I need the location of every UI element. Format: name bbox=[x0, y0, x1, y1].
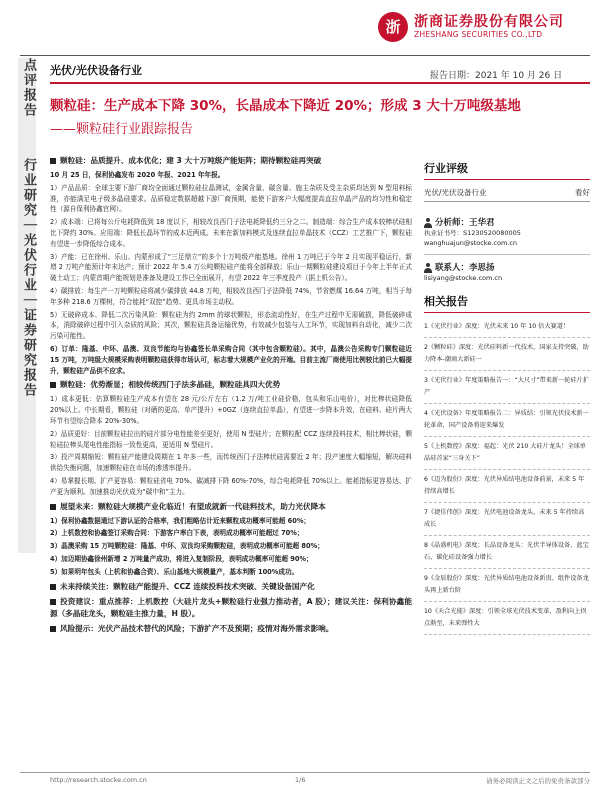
paragraph: 3）产能：已在徐州、乐山、内蒙形成了“三足鼎立”的多个十万吨级产能基地。徐州 1 万吨已于今年 2 月实现平稳运行，新增 2 万吨产能预计年末达产；预计 2022 年 5.4 万公吨颗粒硅产能将全部释放；乐山一期颗粒硅建设项目于今年上半年正式破土动工；内蒙首期产能规划是准备及建设工作已全面展开，有望 2022 年三季度投产（据上机公告）。 bbox=[50, 252, 412, 283]
paragraph: 3）投产周期缩短：颗粒硅产能建设周期在 1 年多一些，而传统西门子法棒状硅需要近 2 年；投产速度大幅缩短，解决硅料供给失衡问题，加速颗粒硅在市场的渗透率提升。 bbox=[50, 453, 412, 473]
rating-sector: 光伏/光伏设备行业 bbox=[424, 188, 487, 197]
list-item: 4）加迈期协鑫徐州新增 2 万吨量产成功，将进入复制阶段，表明成功概率可能超 90%； bbox=[50, 554, 313, 563]
related-report-item[interactable]: 10《天合光能》深度：引领全球光伏技术变革，盈利向上拐点渐至，未来弹性大 bbox=[424, 602, 590, 635]
company-name-en: ZHESHANG SECURITIES CO.,LTD bbox=[414, 30, 543, 39]
analyst-cert: 执业证书号：S1230520080005 bbox=[424, 229, 521, 237]
paragraph: 4）易掌握长期、扩产更容易：颗粒硅省电 70%、碳减排下降 60%-70%，综合电耗降低 70%以上。能耗指标更容易达、扩产更为顺利。加速推动光伏成为“碳中和”主力。 bbox=[50, 476, 412, 496]
report-title: 颗粒硅：生产成本下降 30%，长晶成本下降近 20%；形成 3 大十万吨级基地 bbox=[50, 98, 521, 114]
list-item: 5）如果明年包头（上机和协鑫合资）、乐山基地大规模量产，基本判断 100%成功。 bbox=[50, 567, 299, 576]
rating-title: 行业评级 bbox=[424, 160, 590, 180]
paragraph: 4）碳排放：每生产一万吨颗粒硅将减少碳排放 44.8 万吨，相较改良西门子法降低 74%，节省燃煤 16.64 万吨，相当于每年多种 218.6 万棵树，符合能耗“双控”趋势、更具市场主动权。 bbox=[50, 286, 412, 306]
footer-url[interactable]: http://research.stocke.com.cn bbox=[50, 776, 147, 784]
footer bbox=[50, 776, 590, 784]
section-heading: 颗粒硅：品质提升、成本优化；建 3 大十万吨级产能矩阵；期待颗粒硅再突破 bbox=[50, 155, 412, 167]
paragraph: 5）无破碎成本、降低二次污染风险：颗粒硅为约 2mm 的球状颗粒，形态流动性好，在生产过程中无需破损，降低破碎成本，消除破碎过程中引入杂质的风险；其次，颗粒硅具备运输优势，有效减少包装与人工环节，实现加料自动化，减少二次污染可能性。 bbox=[50, 310, 412, 341]
analyst-email[interactable]: wanghuajun@stocke.com.cn bbox=[424, 239, 518, 247]
header-divider bbox=[20, 55, 590, 56]
industry-label: 光伏/光伏设备行业 bbox=[50, 64, 143, 77]
page-number: 1/6 bbox=[295, 776, 306, 784]
contact-name: 联系人：李思扬 bbox=[424, 261, 590, 273]
paragraph: 1）产品品质：全球主要下游厂商均全面通过颗粒硅拉晶测试，金属含量、碳含量、施主杂质及受主杂质均达到 N 型用料标准，亦能满足电子级多晶硅要求。品质稳定数据超越下游厂商预期，能使下游客户大幅度提高直拉单晶产品的均匀性和稳定性（源自保利协鑫官网）。 bbox=[50, 183, 412, 214]
related-report-item[interactable]: 2《颗粒硅》深度：光伏硅料新一代技术，国家支持突破，助力降本-潮商大新硅一 bbox=[424, 338, 590, 371]
vertical-category-label: 行业研究｜光伏行业｜证券研究报告 bbox=[18, 158, 36, 553]
report-date: 报告日期：2021 年 10 月 26 日 bbox=[430, 71, 563, 81]
related-report-item[interactable]: 6《迈为股份》深度：光伏异质结电池设备前景，未来 5 年持续高增长 bbox=[424, 470, 590, 503]
vertical-review-label: 点评报告 bbox=[18, 58, 36, 158]
section-heading: 颗粒硅：优势渐显；相较传统西门子法多晶硅，颗粒硅具四大优势 bbox=[50, 379, 412, 391]
main-body bbox=[50, 152, 412, 638]
related-report-item[interactable]: 8《晶盛机电》深度：长晶设备龙头：光伏半导体设备、蓝宝石、碳化硅设备强力增长 bbox=[424, 536, 590, 569]
related-report-item[interactable]: 1《光伏行业》深度：光伏未来 10 年 10 倍大赛道！ bbox=[424, 317, 590, 338]
related-report-item[interactable]: 4《光伏设备》年度策略报告二：异质结：引领光伏技术新一轮革命，国产设备将迎来爆发 bbox=[424, 404, 590, 437]
bullet-square-icon bbox=[50, 626, 56, 632]
company-logo bbox=[378, 10, 590, 46]
footer-divider bbox=[20, 772, 590, 773]
date-divider bbox=[50, 82, 590, 84]
list-item: 1）保利协鑫数据通过下游认证的合格率，我们粗略估计近来颗粒成功概率可能超 60%； bbox=[50, 516, 311, 525]
side-column bbox=[424, 160, 590, 635]
bullet-square-icon bbox=[50, 584, 56, 590]
rating-row bbox=[424, 184, 590, 202]
paragraph: 6）订单：隆基、中环、晶澳、双良节能均与协鑫签长单采购合同（其中包含颗粒硅）。其中，晶澳公告采购专门颗粒硅近 15 万吨，万吨级大规模采购表明颗粒硅获得市场认可，标志着大规模产业化的开端。目前主流厂商使用比例较比前已大幅提升，颗粒硅产品供不应求。 bbox=[50, 344, 412, 375]
rating-value: 看好 bbox=[575, 188, 590, 197]
bullet-square-icon bbox=[50, 382, 56, 388]
bullet-square-icon bbox=[50, 599, 56, 605]
report-subtitle: ——颗粒硅行业跟踪报告 bbox=[50, 122, 194, 137]
related-title: 相关报告 bbox=[424, 293, 590, 313]
paragraph: 2）品质更好：目前颗粒硅拉出的硅片部分电性能差至更好，使用 N 型硅片；在颗粒配 CCZ 连续投料技术，相比棒状硅，颗粒硅拉棒头尾电性能指标一致性更高，更适用 N 型硅片。 bbox=[50, 429, 412, 449]
section-heading: 展望未来：颗粒硅大规模产业化临近！有望成就新一代硅料技术，助力光伏降本 bbox=[50, 501, 412, 513]
related-report-item[interactable]: 7《捷佳伟创》深度：光伏电池设备龙头，未来 5 年持续高成长 bbox=[424, 503, 590, 536]
bullet-square-icon bbox=[50, 158, 56, 164]
paragraph: 2）成本端：已将每公斤电耗降低到 18 度以下，相较改良西门子法电耗降低约三分之二。制造端：综合生产成本较棒状硅相比下降约 30%。应用端：降低长晶环节的成本近两成。未来在新加料模式及连续直拉单晶技术（CCZ）工艺推广下，颗粒硅有望进一步降低综合成本。 bbox=[50, 218, 412, 248]
disclaimer: 请务必阅读正文之后的免责条款部分 bbox=[486, 777, 590, 785]
divider bbox=[424, 254, 590, 255]
section-heading: 未来持续关注：颗粒硅产能提升、CCZ 连续投料技术突破、关键设备国产化 bbox=[50, 581, 412, 593]
section-heading: 风险提示：光伏产品技术替代的风险；下游扩产不及预期；疫情对海外需求影响。 bbox=[50, 623, 412, 635]
logo-mark-icon: 浙 bbox=[378, 12, 408, 42]
section-heading: 投资建议：重点推荐：上机数控（大硅片龙头+颗粒硅行业强力推动者，A 股）；建议关注：保利协鑫能源（多晶硅龙头，颗粒硅主推力量，H 股）。 bbox=[50, 596, 412, 618]
analyst-name: 分析师：王华君 bbox=[424, 216, 590, 228]
company-name-cn: 浙商证券股份有限公司 bbox=[414, 14, 564, 30]
intro-paragraph: 10 月 25 日，保利协鑫发布 2020 年报、2021 年年报。 bbox=[50, 171, 225, 179]
related-report-item[interactable]: 3《光伏行业》年度策略报告一：“大尺寸”带来新一轮硅片扩产 bbox=[424, 371, 590, 404]
bullet-square-icon bbox=[50, 504, 56, 510]
person-icon bbox=[424, 218, 432, 228]
list-item: 3）晶澳采购 15 万吨颗粒硅：隆基、中环、双良均采购颗粒硅，表明成功概率可能超 80%； bbox=[50, 542, 324, 551]
paragraph: 1）成本更低：估算颗粒硅生产成本有望在 28 元/公斤左右（1.2 万/吨工业硅价格，包头和乐山电价），对比棒状硅降低 20%以上。中长期看，颗粒硅（对硒的更高、单产提升）+0GZ（连续直拉单晶），有望进一步降本升效，在硅料、硅片两大环节有望综合降本 20%-30%。 bbox=[50, 395, 412, 425]
related-report-item[interactable]: 9《金辰股份》深度：光伏异质结电池设备新贵、组件设备龙头再上新台阶 bbox=[424, 569, 590, 602]
related-report-item[interactable]: 5《上机数控》深度：福起：光伏 210 大硅片龙头！全球单晶硅首家“三身关下” bbox=[424, 437, 590, 470]
contact-email[interactable]: lisiyang@stocke.com.cn bbox=[424, 274, 503, 282]
person-icon bbox=[424, 263, 432, 273]
list-item: 2）上机数控和协鑫签订采购合同：下游客户率白下表，表明成功概率可能超过 70%； bbox=[50, 529, 304, 538]
